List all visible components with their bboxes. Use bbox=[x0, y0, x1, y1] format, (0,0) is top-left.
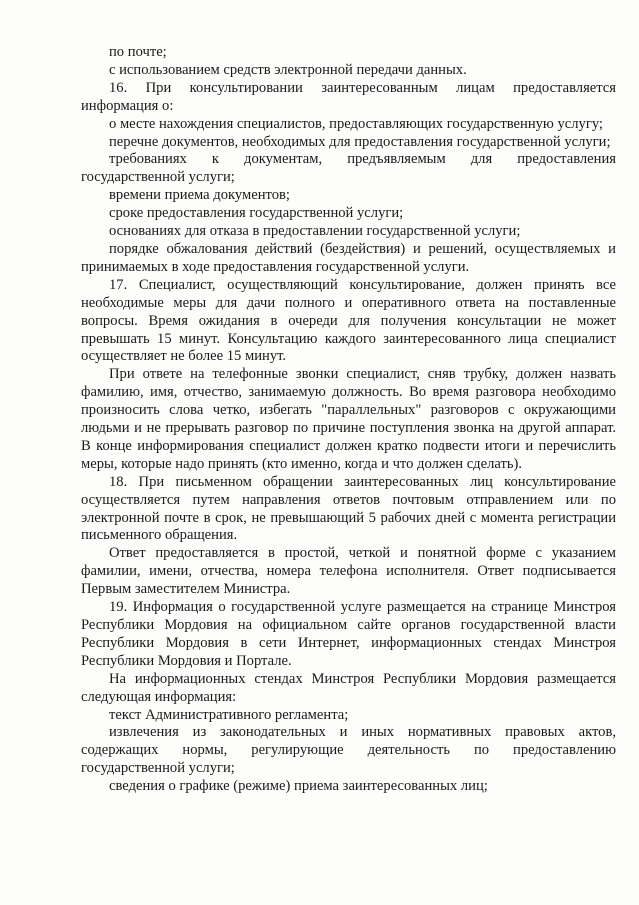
paragraph-appeal-procedure: порядке обжалования действий (бездействия) и решений, осуществляемых и принимаемых в ходе предоставления государственной услуги. bbox=[81, 240, 616, 275]
paragraph-location: о месте нахождения специалистов, предоставляющих государственную услугу; bbox=[109, 115, 603, 132]
paragraph-stands-info: На информационных стендах Минстроя Республики Мордовия размещается следующая информация: bbox=[81, 670, 616, 705]
paragraph-16: 16. При консультировании заинтересованным лицам предоставляется информация о: bbox=[81, 79, 616, 114]
paragraph-phone-calls: При ответе на телефонные звонки специалист, сняв трубку, должен назвать фамилию, имя, отчество, занимаемую должность. Во время разговора необходимо произносить слова четко, избегать "параллельных" разговоров с окружающими людьми и не прерывать разговор по причине поступления звонка на другой аппарат. В конце информирования специалист должен кратко подвести итоги и перечислить меры, которые надо принять (кто именно, когда и что должен сделать). bbox=[81, 366, 616, 472]
paragraph-refusal-grounds: основаниях для отказа в предоставлении государственной услуги; bbox=[109, 223, 521, 240]
paragraph-legal-extracts: извлечения из законодательных и иных нормативных правовых актов, содержащих нормы, регулирующие деятельность по предоставлению государственной услуги; bbox=[81, 724, 616, 777]
paragraph-service-term: сроке предоставления государственной услуги; bbox=[109, 205, 404, 222]
paragraph-19: 19. Информация о государственной услуге размещается на странице Минстроя Республики Мордовия на официальном сайте органов государственной власти Республики Мордовия в сети Интернет, информационных стендах Минстроя Республики Мордовия и Портале. bbox=[81, 599, 616, 669]
paragraph-17: 17. Специалист, осуществляющий консультирование, должен принять все необходимые меры для дачи полного и оперативного ответа на поставленные вопросы. Время ожидания в очереди для получения консультации не может превышать 15 минут. Консультацию каждого заинтересованного лица специалист осуществляет не более 15 минут. bbox=[81, 276, 616, 365]
paragraph-by-mail: по почте; bbox=[109, 44, 167, 60]
paragraph-documents-list: перечне документов, необходимых для предоставления государственной услуги; bbox=[109, 133, 611, 150]
document-body bbox=[81, 44, 616, 796]
paragraph-regulation-text: текст Административного регламента; bbox=[109, 706, 349, 723]
paragraph-reception-time: времени приема документов; bbox=[109, 187, 290, 204]
paragraph-18: 18. При письменном обращении заинтересованных лиц консультирование осуществляется путем направления ответов почтовым отправлением или по электронной почте в срок, не превышающий 5 рабочих дней с момента регистрации письменного обращения. bbox=[81, 473, 616, 544]
paragraph-schedule: сведения о графике (режиме) приема заинтересованных лиц; bbox=[109, 778, 488, 795]
paragraph-electronic-transfer: с использованием средств электронной передачи данных. bbox=[109, 61, 467, 78]
paragraph-requirements: требованиях к документам, предъявляемым для предоставления государственной услуги; bbox=[81, 151, 616, 186]
paragraph-answer-form: Ответ предоставляется в простой, четкой и понятной форме с указанием фамилии, имени, отчества, номера телефона исполнителя. Ответ подписывается Первым заместителем Министра. bbox=[81, 545, 616, 598]
